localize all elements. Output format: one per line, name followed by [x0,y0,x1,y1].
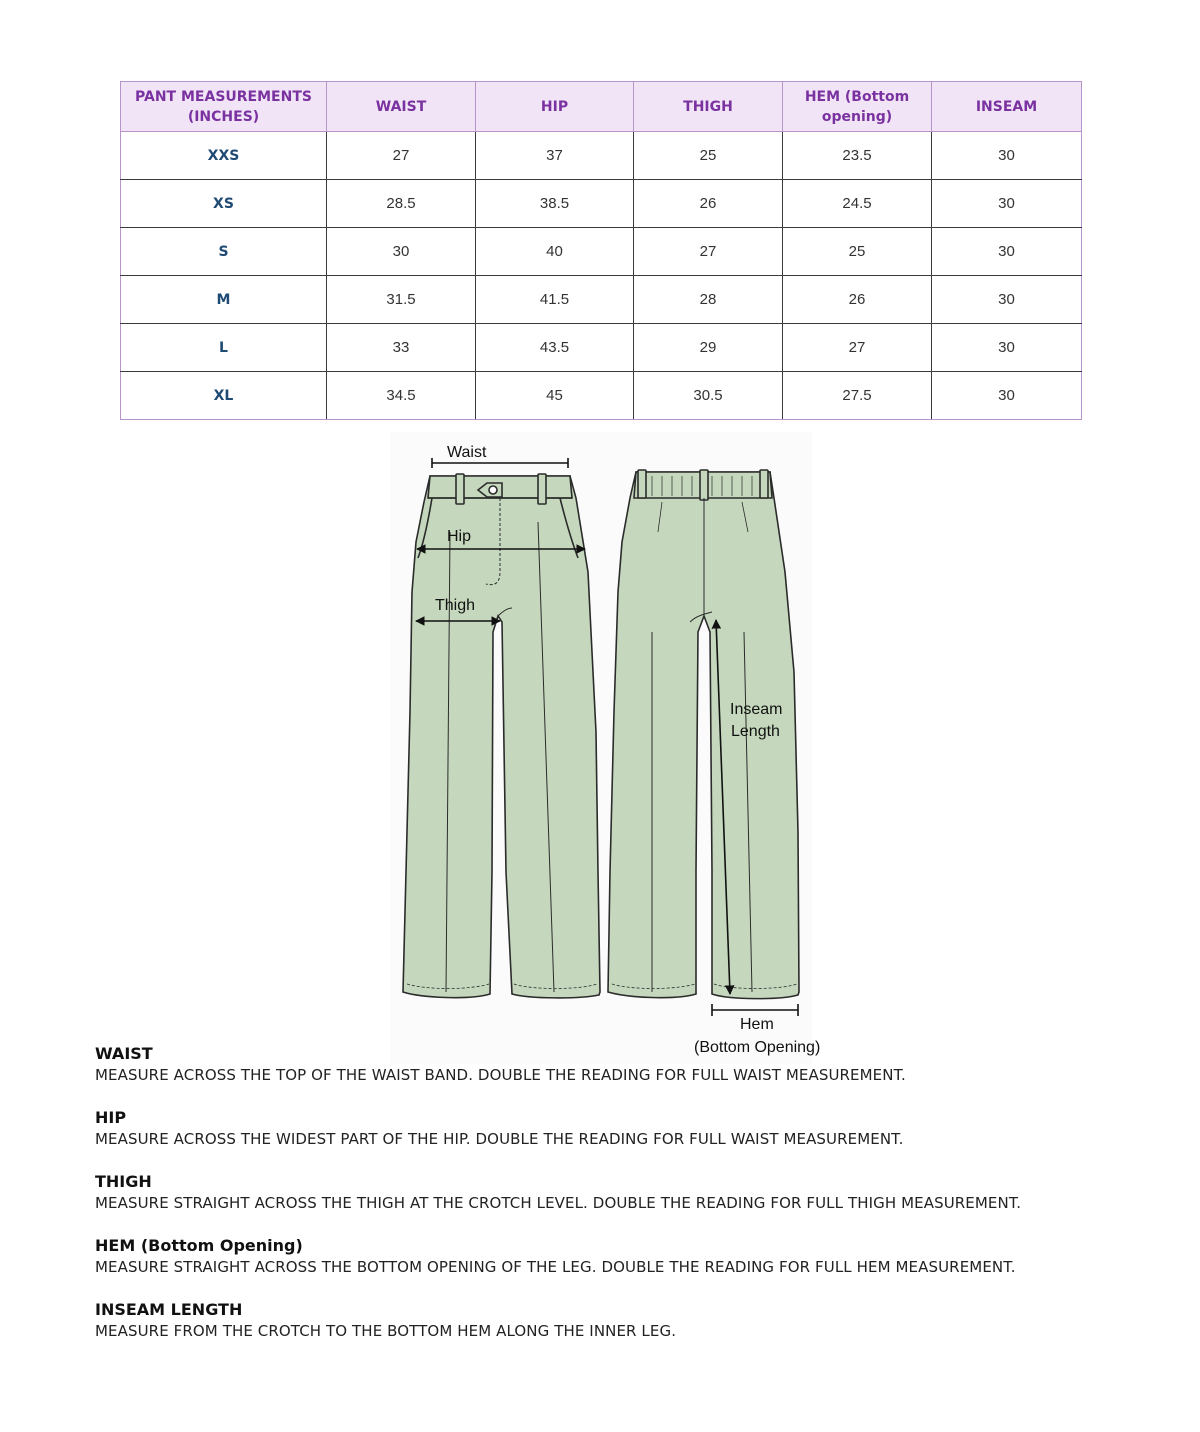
note-inseam [95,1299,1145,1342]
waist-label: Waist [447,444,487,461]
note-hem [95,1235,1145,1278]
thigh-cell: 29 [634,324,783,372]
header-cell-thigh: THIGH [634,82,783,132]
hem-label-line1: Hem [740,1016,774,1033]
hem-cell: 24.5 [783,180,932,228]
size-chart-table [120,81,1082,420]
inseam-cell: 30 [932,180,1082,228]
header-cell-measurements: PANT MEASUREMENTS (INCHES) [121,82,327,132]
table-row [121,276,1082,324]
thigh-cell: 30.5 [634,372,783,420]
table-row [121,228,1082,276]
note-title: WAIST [95,1044,153,1063]
thigh-label: Thigh [435,597,476,614]
waist-cell: 33 [327,324,476,372]
hem-cell: 25 [783,228,932,276]
header-cell-waist: WAIST [327,82,476,132]
note-title: HEM (Bottom Opening) [95,1236,303,1255]
waist-cell: 28.5 [327,180,476,228]
size-cell: S [121,228,327,276]
hip-cell: 41.5 [476,276,634,324]
note-hip [95,1107,1145,1150]
table-row [121,180,1082,228]
inseam-cell: 30 [932,324,1082,372]
size-cell: XXS [121,132,327,180]
waist-cell: 31.5 [327,276,476,324]
measurement-instructions [95,1043,1145,1363]
hip-cell: 40 [476,228,634,276]
pants-illustration [390,432,812,1064]
table-row [121,132,1082,180]
hip-cell: 37 [476,132,634,180]
note-title: INSEAM LENGTH [95,1300,243,1319]
hip-cell: 45 [476,372,634,420]
inseam-cell: 30 [932,372,1082,420]
table-row [121,324,1082,372]
table-header-row [121,82,1082,132]
note-waist [95,1043,1145,1086]
hem-cell: 27 [783,324,932,372]
inseam-cell: 30 [932,132,1082,180]
thigh-cell: 28 [634,276,783,324]
inseam-cell: 30 [932,276,1082,324]
note-thigh [95,1171,1145,1214]
waist-cell: 27 [327,132,476,180]
table-row [121,372,1082,420]
hip-label: Hip [447,528,472,545]
size-cell: L [121,324,327,372]
note-text: MEASURE ACROSS THE WIDEST PART OF THE HIP. DOUBLE THE READING FOR FULL WAIST MEASUREMENT. [95,1130,904,1148]
inseam-cell: 30 [932,228,1082,276]
size-cell: XS [121,180,327,228]
note-text: MEASURE STRAIGHT ACROSS THE BOTTOM OPENING OF THE LEG. DOUBLE THE READING FOR FULL HEM MEASUREMENT. [95,1258,1016,1276]
hem-cell: 23.5 [783,132,932,180]
hip-cell: 43.5 [476,324,634,372]
inseam-label-line2: Length [731,723,780,740]
note-text: MEASURE STRAIGHT ACROSS THE THIGH AT THE CROTCH LEVEL. DOUBLE THE READING FOR FULL THIGH MEASUREMENT. [95,1194,1022,1212]
note-text: MEASURE FROM THE CROTCH TO THE BOTTOM HEM ALONG THE INNER LEG. [95,1322,677,1340]
pants-measurement-diagram [390,432,821,1064]
size-cell: M [121,276,327,324]
inseam-label-line1: Inseam [730,701,783,718]
header-cell-inseam: INSEAM [932,82,1082,132]
hem-cell: 26 [783,276,932,324]
thigh-cell: 26 [634,180,783,228]
note-title: HIP [95,1108,127,1127]
waist-cell: 30 [327,228,476,276]
thigh-cell: 25 [634,132,783,180]
note-title: THIGH [95,1172,152,1191]
thigh-cell: 27 [634,228,783,276]
header-cell-hem: HEM (Bottom opening) [783,82,932,132]
hem-cell: 27.5 [783,372,932,420]
note-text: MEASURE ACROSS THE TOP OF THE WAIST BAND. DOUBLE THE READING FOR FULL WAIST MEASUREMENT. [95,1066,906,1084]
waist-cell: 34.5 [327,372,476,420]
size-cell: XL [121,372,327,420]
hem-label-line2: (Bottom Opening) [694,1039,821,1056]
hip-cell: 38.5 [476,180,634,228]
header-cell-hip: HIP [476,82,634,132]
